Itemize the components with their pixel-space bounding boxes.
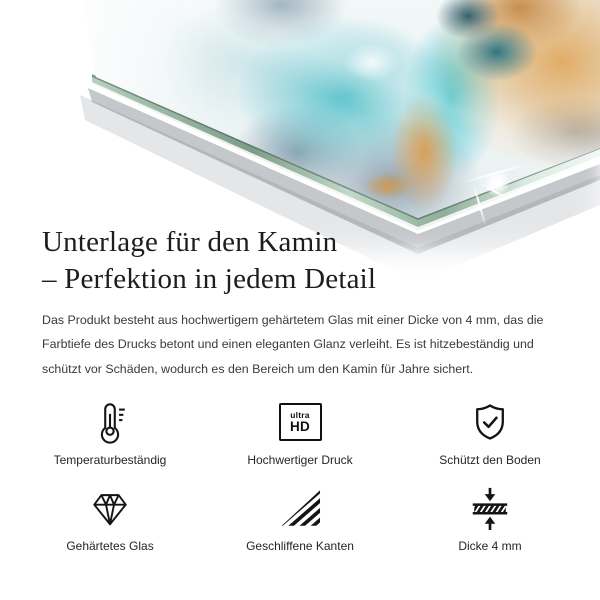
product-description [42, 308, 543, 381]
feature-tempered-glass [15, 486, 205, 553]
feature-label: Dicke 4 mm [458, 539, 522, 553]
polished-edges-icon [278, 486, 322, 530]
description-line: Das Produkt besteht aus hochwertigem gehärtetem Glas mit einer Dicke von 4 mm, das die [42, 313, 544, 327]
feature-label: Gehärtetes Glas [66, 539, 154, 553]
page-title [42, 224, 376, 298]
feature-grid [15, 400, 585, 553]
ultra-hd-icon [279, 400, 322, 444]
feature-polished-edges [205, 486, 395, 553]
title-line-2: – Perfektion in jedem Detail [42, 263, 377, 295]
thermometer-icon [89, 400, 131, 444]
feature-floor-protection [395, 400, 585, 467]
product-hero-image [0, 0, 600, 250]
feature-label: Temperaturbeständig [53, 453, 167, 467]
feature-label: Schützt den Boden [439, 453, 541, 467]
feature-label: Hochwertiger Druck [247, 453, 353, 467]
shield-check-icon [468, 400, 512, 444]
ultra-hd-icon-text-top: ultra [290, 410, 310, 420]
thickness-4mm-icon [468, 486, 512, 530]
feature-temperature [15, 400, 205, 467]
title-line-1: Unterlage für den Kamin [42, 226, 338, 258]
diamond-icon [88, 486, 132, 530]
description-line: Farbtiefe des Drucks betont und einen eleganten Glanz verleiht. Es ist hitzebeständig und [42, 337, 534, 352]
description-line: schützt vor Schäden, wodurch es den Bereich um den Kamin für Jahre sichert. [42, 361, 474, 376]
feature-thickness [395, 486, 585, 553]
feature-print-quality [205, 400, 395, 467]
feature-label: Geschliffene Kanten [246, 539, 354, 553]
ultra-hd-icon-text-bottom: HD [289, 419, 311, 434]
